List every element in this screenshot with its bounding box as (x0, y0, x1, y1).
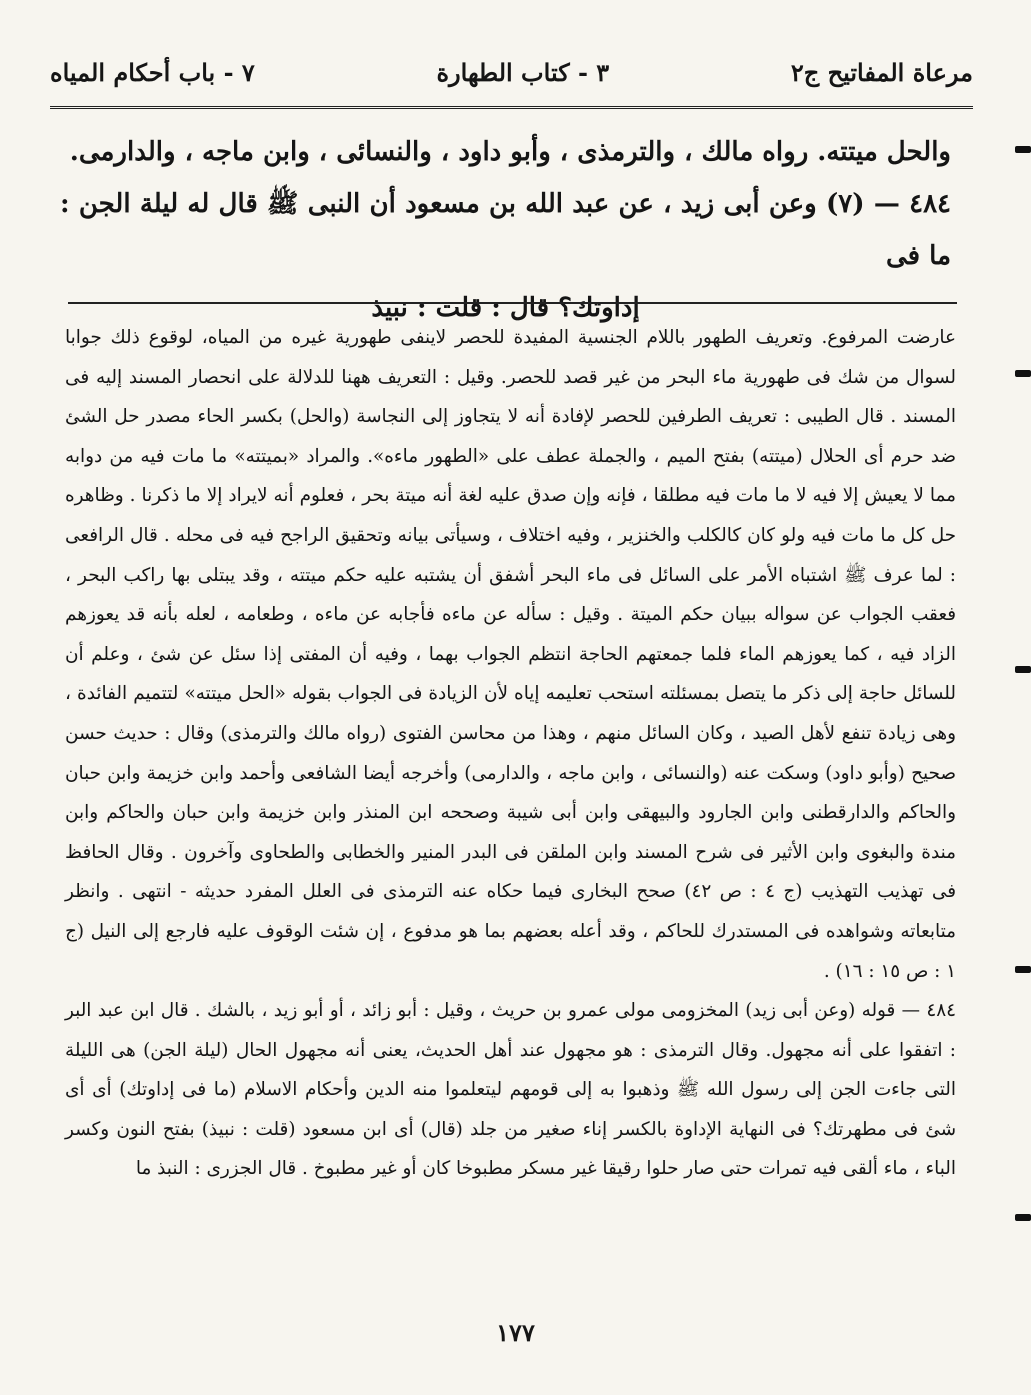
edge-mark (1015, 666, 1031, 673)
commentary-paragraph: ٤٨٤ — قوله (وعن أبى زيد) المخزومى مولى عمرو بن حريث ، وقيل : أبو زائد ، أو أبو زيد ، بالشك . قال ابن عبد البر : اتفقوا على أنه مجهول. وقال الترمذى : هو مجهول عند أهل الحديث، يعنى أنه مجهول الحال (ليلة الجن) هى الليلة التى جاءت الجن إلى رسول الله ﷺ وذهبوا به إلى قومهم ليتعلموا منه الدين وأحكام الاسلام (ما فى إداوتك) أى أى شئ فى مطهرتك؟ فى النهاية الإداوة بالكسر إناء صغير من جلد (قال) أى ابن مسعود (قلت : نبيذ) بفتح النون وكسر الباء ، ماء ألقى فيه تمرات حتى صار حلوا رقيقا غير مسكر مطبوخا كان أو غير مطبوخ . قال الجزرى : النبذ ما (65, 1000, 956, 1180)
running-header (50, 42, 973, 102)
section-title: ٣ - كتاب الطهارة (436, 57, 610, 87)
edge-mark (1015, 146, 1031, 153)
edge-mark (1015, 370, 1031, 377)
edge-mark (1015, 966, 1031, 973)
page-number: ١٧٧ (496, 1318, 535, 1347)
header-rule (50, 106, 973, 112)
book-title: مرعاة المفاتيح ج٢ (790, 57, 973, 87)
hadith-line-3: إداوتك؟ قال : قلت : نبيذ (371, 293, 640, 323)
chapter-title: ٧ - باب أحكام المياه (50, 57, 255, 87)
separator-rule (68, 302, 957, 304)
commentary-text (65, 318, 956, 1189)
edge-mark (1015, 1214, 1031, 1221)
hadith-line-1: والحل ميتته. رواه مالك ، والترمذى ، وأبو داود ، والنسائى ، وابن ماجه ، والدارمى. (69, 137, 951, 167)
commentary-paragraph: عارضت المرفوع. وتعريف الطهور باللام الجنسية المفيدة للحصر لاينفى طهورية غيره من المياه، لوقوع ذلك جوابا لسوال من شك فى طهورية ماء البحر من غير قصد للحصر. وقيل : التعريف ههنا للدلالة على انحصار المسند إليه فى المسند . قال الطيبى : تعريف الطرفين للحصر لإفادة أنه لا يتجاوز إلى النجاسة (والحل) بكسر الحاء مصدر حل الشئ ضد حرم أى الحلال (ميتته) بفتح الميم ، والجملة عطف على «الطهور ماءه». والمراد «بميتته» ما مات فيه من دوابه مما لا يعيش إلا فيه لا ما مات فيه مطلقا ، فإنه وإن صدق عليه لغة أنه ميتة بحر ، فعلوم أنه لايراد إلا ما ذكرنا . وظاهره حل كل ما مات فيه ولو كان كالكلب والخنزير ، وفيه اختلاف ، وسيأتى بيانه وتحقيق الراجح فيه فى محله . قال الرافعى : لما عرف ﷺ اشتباه الأمر على السائل فى ماء البحر أشفق أن يشتبه عليه حكم ميتته ، وقد يبتلى بها راكب البحر ، فعقب الجواب عن سواله ببيان حكم الميتة . وقيل : سأله عن ماءه فأجابه عن ماءه ، وطعامه ، لعله بأنه قد يعوزهم الزاد فيه ، كما يعوزهم الماء فلما جمعتهم الحاجة انتظم الجواب بهما ، وفيه أن المفتى إذا سئل عن شئ ، وعلم أن للسائل حاجة إلى ذكر ما يتصل بمسئلته استحب تعليمه إياه لأن الزيادة فى الجواب بقوله «الحل ميتته» لتتميم الفائدة ، وهى زيادة تنفع لأهل الصيد ، وكان السائل منهم ، وهذا من محاسن الفتوى (رواه مالك والترمذى) وقال : حديث حسن صحيح (وأبو داود) وسكت عنه (والنسائى ، وابن ماجه ، والدارمى) وأخرجه أيضا الشافعى وأحمد وابن خزيمة وابن حبان والحاكم والدارقطنى وابن الجارود والبيهقى وابن أبى شيبة وصححه ابن المنذر وابن خزيمة وابن حبان والحاكم وابن مندة والبغوى وابن الأثير فى شرح المسند وابن الملقن فى البدر المنير والخطابى والطحاوى وآخرون . وقال الحافظ فى تهذيب التهذيب (ج ٤ : ص ٤٢) صحح البخارى فيما حكاه عنه الترمذى فى العلل المفرد حديثه - انتهى . وانظر متابعاته وشواهده فى المستدرك للحاكم ، وقد أعله بعضهم بما هو مدفوع ، إن شئت الوقوف عليه فارجع إلى النيل (ج ١ : ص ١٥ : ١٦) . (65, 327, 957, 982)
hadith-line-2: ٤٨٤ — (٧) وعن أبى زيد ، عن عبد الله بن مسعود أن النبى ﷺ قال له ليلة الجن : ما فى (60, 189, 952, 271)
